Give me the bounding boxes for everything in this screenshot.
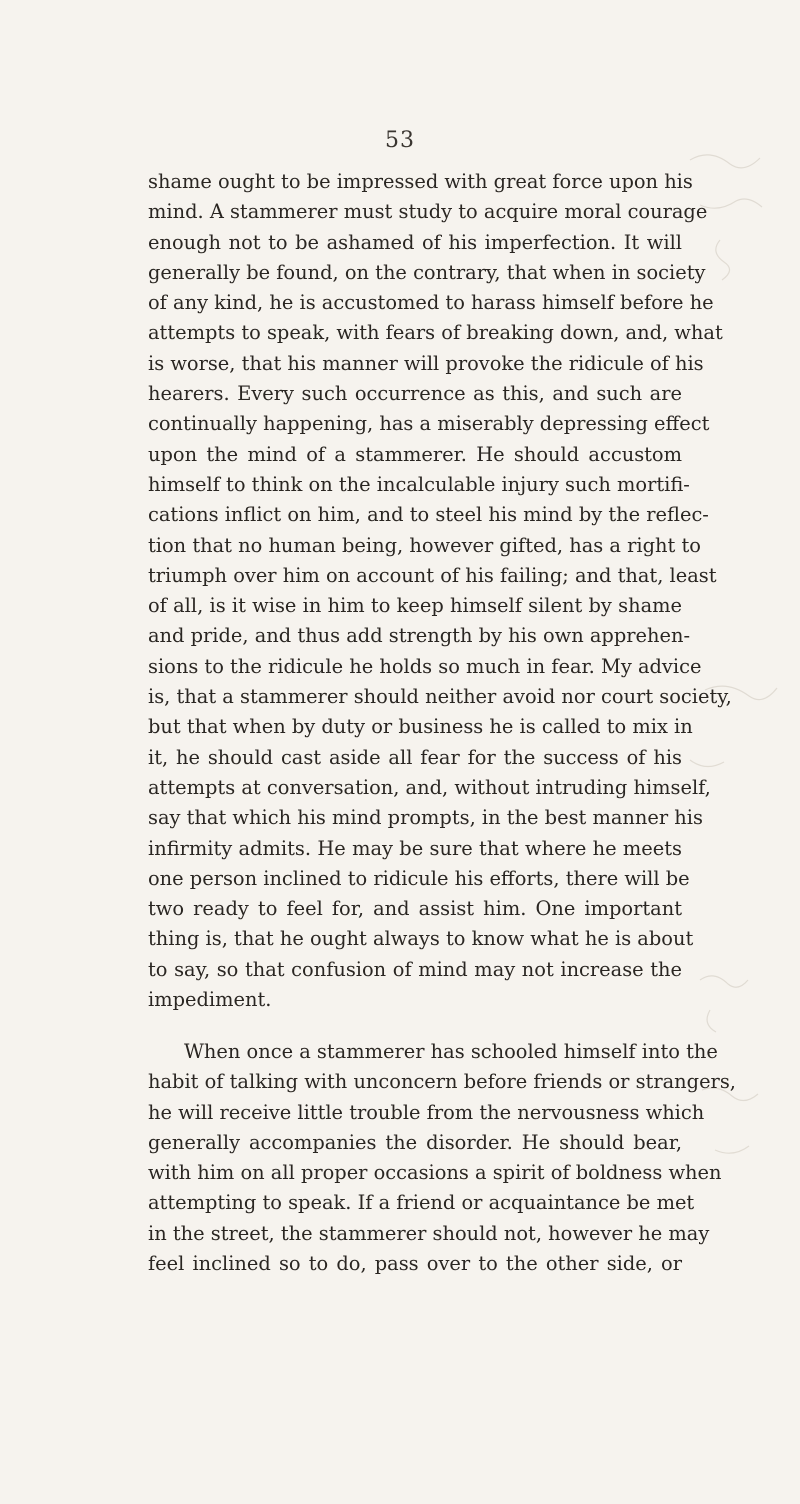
text-line: impediment. bbox=[148, 988, 272, 1012]
text-line: infirmity admits. He may be sure that where he meets bbox=[148, 836, 682, 860]
text-line: tion that no human being, however gifted, has a right to bbox=[148, 533, 701, 557]
text-line: When once a stammerer has schooled himself into the bbox=[184, 1040, 718, 1063]
text-line: say that which his mind prompts, in the best manner his bbox=[148, 806, 703, 830]
paragraph-2 bbox=[148, 1037, 736, 1279]
paragraph-1 bbox=[148, 167, 732, 1015]
text-line: hearers. Every such occurrence as this, and such are bbox=[148, 382, 682, 406]
text-line: is worse, that his manner will provoke the ridicule of his bbox=[148, 351, 704, 375]
text-line: thing is, that he ought always to know what he is about bbox=[148, 927, 694, 951]
text-line: is, that a stammerer should neither avoid nor court society, bbox=[148, 685, 732, 709]
text-line: of any kind, he is accustomed to harass himself before he bbox=[148, 291, 714, 315]
text-line: attempting to speak. If a friend or acquaintance be met bbox=[148, 1191, 695, 1215]
text-line: enough not to be ashamed of his imperfection. It will bbox=[148, 230, 682, 254]
text-line: habit of talking with unconcern before friends or strangers, bbox=[148, 1070, 736, 1094]
text-line: with him on all proper occasions a spirit of boldness when bbox=[148, 1161, 722, 1185]
text-line: himself to think on the incalculable injury such mortifi- bbox=[148, 472, 690, 496]
text-line: continually happening, has a miserably depressing effect bbox=[148, 412, 710, 436]
text-line: sions to the ridicule he holds so much in fear. My advice bbox=[148, 654, 702, 678]
text-line: mind. A stammerer must study to acquire moral courage bbox=[148, 200, 708, 224]
page-number: 53 bbox=[385, 128, 415, 153]
text-line: triumph over him on account of his failing; and that, least bbox=[148, 563, 717, 587]
text-line: of all, is it wise in him to keep himself silent by shame bbox=[148, 594, 682, 618]
text-line: to say, so that confusion of mind may not increase the bbox=[148, 957, 682, 981]
text-line: it, he should cast aside all fear for the success of his bbox=[148, 745, 682, 769]
text-line: generally be found, on the contrary, that when in society bbox=[148, 260, 706, 284]
text-line: shame ought to be impressed with great force upon his bbox=[148, 170, 693, 193]
text-line: and pride, and thus add strength by his own apprehen- bbox=[148, 624, 691, 648]
text-line: in the street, the stammerer should not, however he may bbox=[148, 1221, 710, 1245]
text-line: he will receive little trouble from the nervousness which bbox=[148, 1100, 705, 1124]
text-line: one person inclined to ridicule his efforts, there will be bbox=[148, 866, 690, 890]
text-line: feel inclined so to do, pass over to the other side, or bbox=[148, 1252, 682, 1276]
text-line: but that when by duty or business he is called to mix in bbox=[148, 715, 693, 739]
text-line: upon the mind of a stammerer. He should accustom bbox=[148, 442, 682, 466]
text-line: attempts at conversation, and, without intruding himself, bbox=[148, 775, 711, 799]
text-line: cations inflict on him, and to steel his mind by the reflec- bbox=[148, 503, 709, 527]
text-line: generally accompanies the disorder. He should bear, bbox=[148, 1130, 682, 1154]
text-line: two ready to feel for, and assist him. One important bbox=[148, 897, 682, 921]
text-line: attempts to speak, with fears of breaking down, and, what bbox=[148, 321, 723, 345]
